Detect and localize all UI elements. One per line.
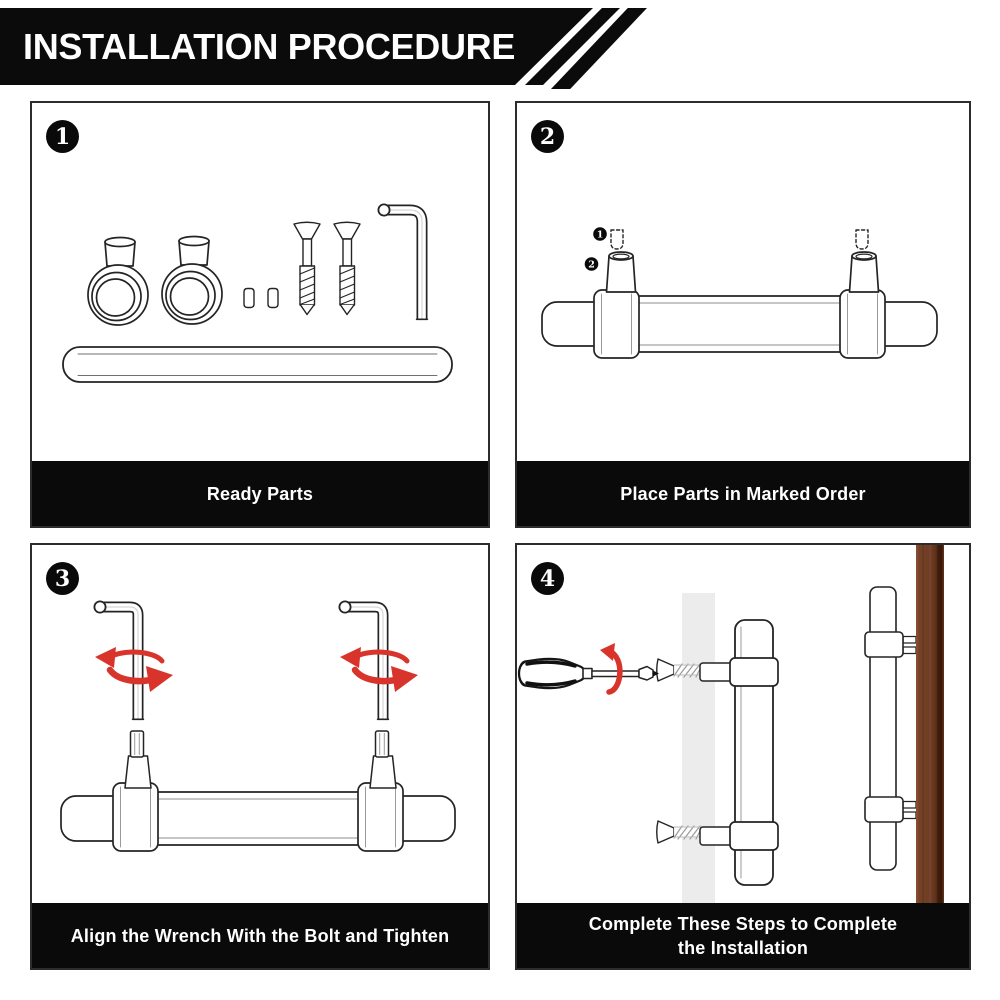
caption-text: the Installation [677,937,809,958]
caption-text: Complete These Steps to Complete [588,913,898,934]
final-installation-illustration [517,545,969,903]
panel-step-3 [30,543,490,970]
tighten-bolt-illustration [32,545,488,903]
step-number-badge: 4 [531,562,564,595]
order-marker-number: 2 [588,259,595,271]
caption-bar [32,903,488,968]
caption-text: Align the Wrench With the Bolt and Tighten [70,925,450,946]
bolt-icon [125,731,396,788]
caption-text: Place Parts in Marked Order [620,483,866,504]
rotate-arrow-icon [600,643,620,692]
ring-standoff-icon [162,237,222,325]
place-parts-illustration [517,103,969,461]
post-icon [607,252,879,292]
order-marker-number: 1 [596,229,604,241]
ring-standoff-icon [88,238,148,326]
step-number-badge: 3 [46,562,79,595]
handle-bar-icon [63,347,452,382]
dashed-pin-icon [611,230,868,249]
panel-step-2 [515,101,971,528]
page-title: INSTALLATION PROCEDURE [23,25,516,67]
step-number-badge: 2 [531,120,564,153]
ready-parts-illustration [32,103,488,461]
caption-bar [517,903,969,968]
caption-bar [517,461,969,526]
caption-text: Ready Parts [206,483,314,504]
panel-step-1 [30,101,490,528]
caption-bar [32,461,488,526]
order-marker [585,227,607,271]
handle-front-icon [730,620,778,885]
wood-board [916,545,944,903]
allen-wrench-icon [378,204,427,319]
screwdriver-icon [519,659,659,688]
pin-icon [244,289,278,308]
step-number-badge: 1 [46,120,79,153]
panel-step-4 [515,543,971,970]
screw-icon [294,222,320,314]
wall-strip [682,593,715,903]
screw-icon [334,222,360,314]
handle-side-icon [865,587,916,870]
